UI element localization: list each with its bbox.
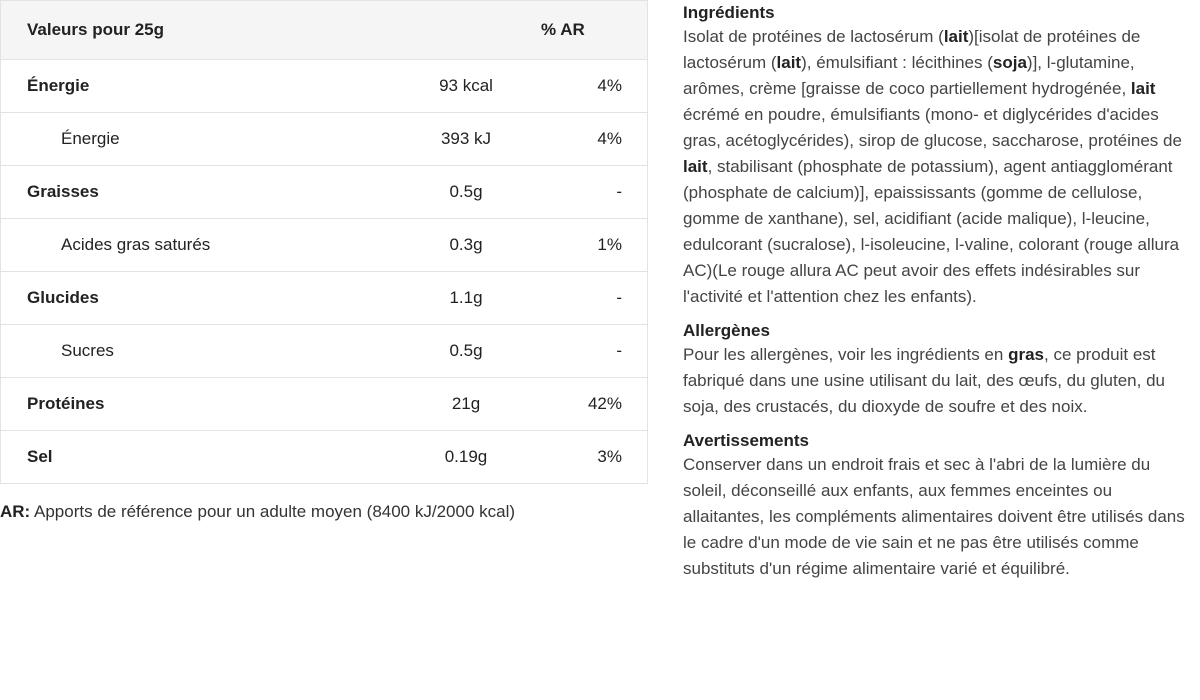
header-portion-label: Valeurs pour 25g	[1, 1, 392, 60]
nutrient-value: 1.1g	[391, 272, 541, 325]
allergen-highlight: lait	[943, 27, 969, 46]
ingredients-section	[683, 2, 1195, 310]
warnings-text: Conserver dans un endroit frais et sec à l'abri de la lumière du soleil, déconseillé aux enfants, aux femmes enceintes ou allaitantes, les compléments alimentaires doivent être utilisés dans le cadre d'un mode de vie sain et ne pas être utilisés comme substituts d'un régime alimentaire varié et équilibré.	[683, 455, 1185, 578]
nutrition-row	[1, 272, 648, 325]
ingredients-title: Ingrédients	[683, 3, 775, 22]
ingredients-text	[683, 24, 1195, 310]
nutrient-value: 0.3g	[391, 219, 541, 272]
nutrient-value: 393 kJ	[391, 113, 541, 166]
allergen-highlight: lait	[683, 157, 708, 176]
text-run: Pour les allergènes, voir les ingrédients en	[683, 345, 1009, 364]
nutrient-value: 0.5g	[391, 325, 541, 378]
nutrient-ar: 4%	[541, 113, 648, 166]
nutrient-name: Graisses	[1, 166, 392, 219]
nutrient-ar: -	[541, 272, 648, 325]
ar-footnote-text: Apports de référence pour un adulte moyen (8400 kJ/2000 kcal)	[30, 502, 516, 521]
nutrient-ar: 1%	[541, 219, 648, 272]
nutrient-value: 21g	[391, 378, 541, 431]
allergen-highlight: soja	[992, 53, 1027, 72]
nutrition-row	[1, 431, 648, 484]
text-run: )[isolat de protéines de lactosérum (	[683, 27, 1141, 72]
text-run: écrémé en poudre, émulsifiants (mono- et diglycérides d'acides gras, acétoglycérides), sirop de glucose, saccharose, protéines de	[683, 105, 1182, 150]
allergen-highlight: lait	[776, 53, 802, 72]
nutrition-row	[1, 166, 648, 219]
nutrient-ar: 42%	[541, 378, 648, 431]
nutrition-row	[1, 219, 648, 272]
warnings-title: Avertissements	[683, 431, 809, 450]
allergens-section	[683, 320, 1195, 420]
nutrient-ar: 3%	[541, 431, 648, 484]
nutrient-value: 93 kcal	[391, 60, 541, 113]
warnings-section	[683, 430, 1195, 582]
ar-footnote	[0, 502, 648, 522]
nutrient-ar: 4%	[541, 60, 648, 113]
nutrition-table-body	[1, 60, 648, 484]
nutrient-name: Acides gras saturés	[1, 219, 392, 272]
text-run: Isolat de protéines de lactosérum (	[683, 27, 944, 46]
nutrition-row	[1, 325, 648, 378]
allergens-text	[683, 342, 1195, 420]
nutrient-name: Énergie	[1, 113, 392, 166]
text-run: , ce produit est fabriqué dans une usine utilisant du lait, des œufs, du gluten, du soja, des crustacés, du dioxyde de soufre et des noix.	[683, 345, 1165, 416]
allergens-title: Allergènes	[683, 321, 770, 340]
nutrient-name: Protéines	[1, 378, 392, 431]
header-value-column	[391, 1, 541, 60]
product-info-panel	[683, 2, 1195, 592]
nutrition-table	[0, 0, 648, 484]
nutrition-row	[1, 113, 648, 166]
nutrient-value: 0.19g	[391, 431, 541, 484]
nutrition-row	[1, 60, 648, 113]
text-run: ), émulsifiant : lécithines (	[801, 53, 993, 72]
nutrient-ar: -	[541, 325, 648, 378]
nutrient-name: Glucides	[1, 272, 392, 325]
nutrient-name: Sucres	[1, 325, 392, 378]
text-run: , stabilisant (phosphate de potassium), agent antiagglomérant (phosphate de calcium)], epaississants (gomme de cellulose, gomme de xanthane), sel, acidifiant (acide malique), l-leucine, edulcorant (sucralose), l-isoleucine, l-valine, colorant (rouge allura AC)(Le rouge allura AC peut avoir des effets indésirables sur l'activité et l'attention chez les enfants).	[683, 157, 1180, 306]
nutrient-name: Énergie	[1, 60, 392, 113]
nutrition-row	[1, 378, 648, 431]
allergen-highlight: gras	[1008, 345, 1044, 364]
header-ar-label: % AR	[541, 1, 648, 60]
nutrition-panel	[0, 0, 648, 522]
nutrient-value: 0.5g	[391, 166, 541, 219]
nutrient-ar: -	[541, 166, 648, 219]
ar-footnote-label: AR:	[0, 502, 31, 521]
text-run: )], l-glutamine, arômes, crème [graisse de coco partiellement hydrogénée,	[683, 53, 1135, 98]
nutrition-table-header	[1, 1, 648, 60]
allergen-highlight: lait	[1130, 79, 1156, 98]
nutrient-name: Sel	[1, 431, 392, 484]
